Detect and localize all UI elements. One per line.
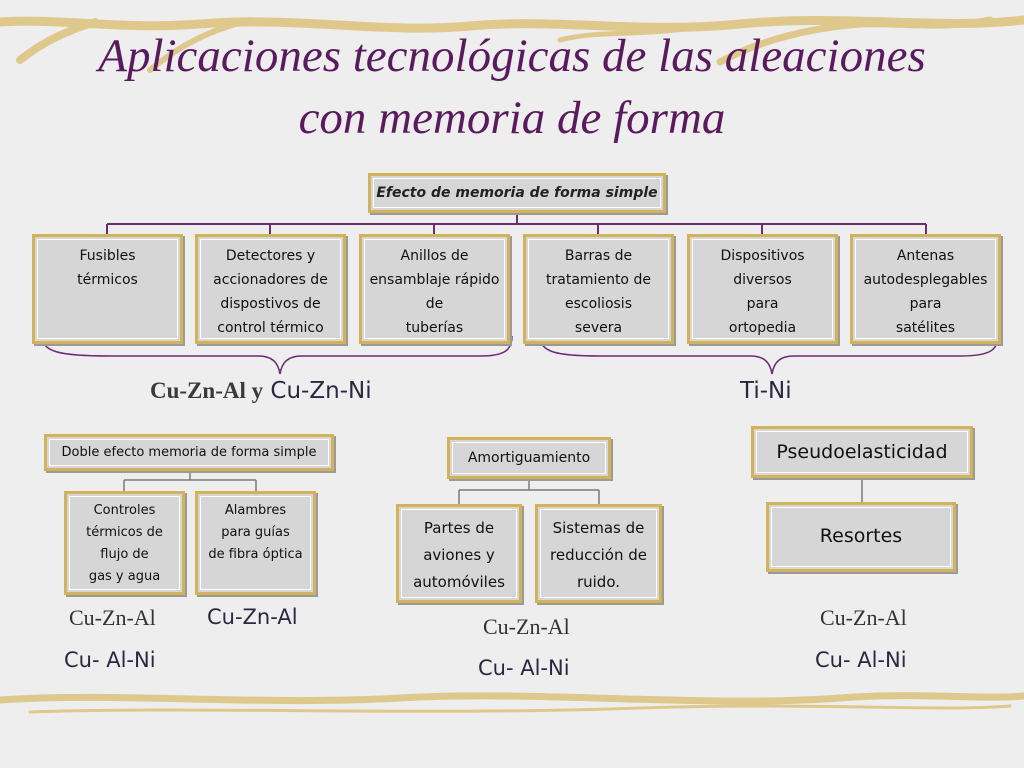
page-title-line-2: con memoria de forma [298,92,726,144]
child-box-line: automóviles [413,573,505,591]
child-box-orthopedic-devices [687,234,838,344]
alloy-damping-2: Cu- Al-Ni [478,656,570,680]
child-box-line: gas y agua [88,569,161,584]
root-box-label: Amortiguamiento [467,450,591,466]
child-box-line: Sistemas de [552,519,645,537]
root-box-label: Doble efecto memoria de forma simple [61,445,317,460]
child-box-line: accionadores de [213,272,328,288]
child-box-line: Antenas [896,248,955,264]
child-box-line: ensamblaje rápido [369,272,500,288]
child-box-line: térmicos de [86,525,163,540]
child-box-line: aviones y [423,546,495,564]
child-box-line: control térmico [217,320,324,336]
child-box-line: Detectores y [225,248,316,264]
root-box-pseudoelasticity [751,426,973,478]
alloy-damping-1: Cu-Zn-Al [483,614,570,639]
child-box-line: Dispositivos [720,248,805,264]
child-box-vehicle-parts [396,504,522,603]
child-box-scoliosis-bars [523,234,674,344]
child-box-line: tuberías [405,320,464,336]
child-box-line: para [746,296,779,312]
child-box-noise-reduction [535,504,662,603]
child-box-line: de fibra óptica [208,547,303,562]
child-box-line: dispostivos de [220,296,321,312]
root-box-double-effect [44,434,334,471]
child-box-line: autodesplegables [863,272,988,288]
child-box-line: para [909,296,942,312]
child-box-gas-flow-controls [64,491,185,595]
child-box-line: para guías [221,525,290,540]
child-box-line: escoliosis [565,296,632,312]
child-box-antennas [850,234,1001,344]
child-box-line: Controles [93,503,156,518]
group-alloy-sans: Cu-Zn-Ni [270,378,372,404]
child-box-line: Fusibles [79,248,136,264]
child-box-line: de [425,296,444,312]
child-box-line: Partes de [423,519,495,537]
child-box-line: ruido. [576,573,621,591]
child-box-line: diversos [733,272,792,288]
alloy-pseudo-1: Cu-Zn-Al [820,605,907,630]
child-box-fuses [32,234,183,344]
group-alloy-ti-ni: Ti-Ni [740,378,792,404]
alloy-doble-2: Cu- Al-Ni [64,648,156,672]
alloy-doble-3: Cu-Zn-Al [207,605,298,629]
root-box-damping [447,437,611,479]
child-box-line: Anillos de [400,248,469,264]
child-box-line: tratamiento de [546,272,651,288]
child-box-line: térmicos [77,272,138,288]
root-box-simple-effect [368,173,666,213]
alloy-pseudo-2: Cu- Al-Ni [815,648,907,672]
root-box-label: Efecto de memoria de forma simple [376,185,658,201]
child-box-line: Resortes [819,525,903,547]
child-box-line: severa [574,320,623,336]
group-alloy-cu-zn [150,378,372,404]
child-box-line: Barras de [564,248,633,264]
alloy-doble-1: Cu-Zn-Al [69,605,156,630]
root-box-label: Pseudoelasticidad [776,441,948,463]
child-box-line: reducción de [550,546,647,564]
group-alloy-serif: Cu-Zn-Al y [150,378,264,403]
child-box-rings [359,234,510,344]
child-box-line: satélites [895,320,956,336]
child-box-line: ortopedia [728,320,797,336]
child-box-detectors [195,234,346,344]
child-box-springs [766,502,956,572]
child-box-line: flujo de [100,547,149,562]
child-box-fiber-optic-wires [195,491,316,595]
child-box-line: Alambres [224,503,287,518]
page-title-line-1: Aplicaciones tecnológicas de las aleaciones [98,30,926,82]
